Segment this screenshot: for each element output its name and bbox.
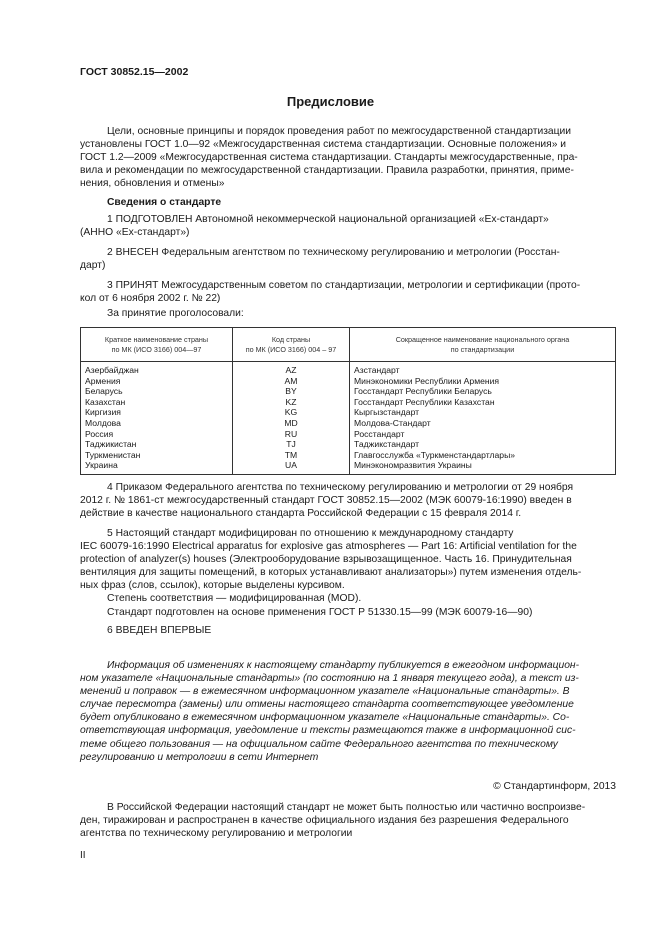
text-line: 6 ВВЕДЕН ВПЕРВЫЕ (107, 625, 212, 636)
text-line: вентиляция для защиты помещений, в которых устанавливают анализаторы») путем изменения отдель- (80, 567, 582, 579)
code-cell: UA (233, 460, 350, 474)
table-row (81, 439, 616, 450)
page-title: Предисловие (286, 94, 375, 109)
table-row (81, 362, 616, 376)
code-cell: KG (233, 407, 350, 418)
country-cell: Таджикистан (81, 439, 233, 450)
national-body-cell: Минэкономики Республики Армения (350, 376, 616, 387)
item-1-paragraph (80, 213, 616, 239)
standard-header: ГОСТ 30852.15—2002 (80, 66, 189, 78)
text-line: IEC 60079-16:1990 Electrical apparatus for explosive gas atmospheres — Part 16: Artificial ventilation for the (80, 541, 577, 553)
country-cell: Армения (81, 376, 233, 387)
item-2-paragraph (80, 246, 616, 272)
text-line: (АННО «Ех-стандарт») (80, 227, 190, 239)
text-line: кол от 6 ноября 2002 г. № 22) (80, 293, 221, 305)
column-header-country: Краткое наименование страны по МК (ИСО 3166) 004—97 (81, 328, 233, 362)
text-line: ном указателе «Национальные стандарты» (по состоянию на 1 января текущего года), а текст из- (80, 673, 579, 685)
table-row (81, 428, 616, 439)
text-line: 1 ПОДГОТОВЛЕН Автономной некоммерческой национальной организацией «Ех-стандарт» (107, 214, 549, 225)
text-line: В Российской Федерации настоящий стандарт не может быть полностью или частично воспроизве- (107, 802, 586, 813)
code-cell: MD (233, 418, 350, 429)
text-line: ГОСТ 1.2—2009 «Межгосударственная система стандартизации. Стандарты межгосударственные, пра- (80, 152, 578, 164)
national-body-cell: Минэкономразвития Украины (350, 460, 616, 474)
code-cell: BY (233, 386, 350, 397)
text-line: Информация об изменениях к настоящему стандарту публикуется в ежегодном информацион- (107, 660, 580, 671)
column-header-national-body: Сокращенное наименование национального органа по стандартизации (350, 328, 616, 362)
code-cell: RU (233, 428, 350, 439)
rights-paragraph (80, 801, 616, 840)
code-cell: KZ (233, 397, 350, 408)
text-line: ных фраз (слов, ссылок), которые выделены курсивом. (80, 580, 345, 592)
text-line: 3 ПРИНЯТ Межгосударственным советом по стандартизации, метрологии и сертификации (прото- (107, 280, 581, 291)
text-line: установлены ГОСТ 1.0—92 «Межгосударственная система стандартизации. Основные положения» и (80, 139, 567, 151)
column-header-code: Код страны по МК (ИСО 3166) 004 – 97 (233, 328, 350, 362)
text-line: вила и рекомендации по межгосударственной стандартизации. Правила разработки, принятия, приме- (80, 165, 574, 177)
country-cell: Казахстан (81, 397, 233, 408)
country-cell: Беларусь (81, 386, 233, 397)
national-body-cell: Азстандарт (350, 362, 616, 376)
text-line: менений и поправок — в ежемесячном информационном указателе «Национальные стандарты». В (80, 686, 570, 698)
item-4-paragraph (80, 481, 616, 520)
national-body-cell: Госстандарт Республики Казахстан (350, 397, 616, 408)
text-line: действие в качестве национального стандарта Российской Федерации с 15 февраля 2014 г. (80, 508, 522, 520)
item-3-paragraph (80, 279, 616, 305)
code-cell: TJ (233, 439, 350, 450)
item-5-paragraph (80, 527, 616, 619)
national-body-cell: Кыргызстандарт (350, 407, 616, 418)
country-cell: Киргизия (81, 407, 233, 418)
national-body-cell: Главгосслужба «Туркменстандартлары» (350, 450, 616, 461)
basis-line: Стандарт подготовлен на основе применения ГОСТ Р 51330.15—99 (МЭК 60079-16—90) (107, 606, 533, 618)
table-row (81, 460, 616, 474)
text-line: 2 ВНЕСЕН Федеральным агентством по техническому регулированию и метрологии (Росстан- (107, 247, 560, 258)
text-line: ден, тиражирован и распространен в качестве официального издания без разрешения Федерального (80, 815, 569, 827)
code-cell: TM (233, 450, 350, 461)
table-row (81, 407, 616, 418)
text-line: агентства по техническому регулированию и метрологии (80, 828, 353, 840)
text-line: За принятие проголосовали: (107, 308, 244, 319)
table-row (81, 376, 616, 387)
section-subheading: Сведения о стандарте (107, 197, 222, 208)
text-line: случае пересмотра (замены) или отмены настоящего стандарта соответствующее уведомление (80, 699, 574, 711)
text-line: 4 Приказом Федерального агентства по техническому регулированию и метрологии от 29 ноября (107, 482, 574, 493)
text-line: Цели, основные принципы и порядок проведения работ по межгосударственной стандартизации (107, 126, 572, 137)
table-row (81, 386, 616, 397)
information-notice (80, 659, 616, 764)
voted-line (80, 307, 616, 320)
national-body-cell: Молдова-Стандарт (350, 418, 616, 429)
table-header-row (81, 328, 616, 362)
country-cell: Туркменистан (81, 450, 233, 461)
country-cell: Россия (81, 428, 233, 439)
text-line: 5 Настоящий стандарт модифицирован по отношению к международному стандарту (107, 528, 514, 539)
intro-paragraph (80, 125, 616, 190)
voting-countries-table (80, 327, 616, 475)
table-row (81, 418, 616, 429)
text-line: нения, обновления и отмены» (80, 178, 225, 190)
page-number: II (80, 850, 86, 861)
copyright-line: © Стандартинформ, 2013 (493, 781, 616, 792)
text-line: ответствующая информация, уведомление и тексты размещаются также в информационной сис- (80, 725, 576, 737)
code-cell: AZ (233, 362, 350, 376)
item-6-paragraph (80, 624, 616, 637)
degree-line: Степень соответствия — модифицированная (MOD). (107, 593, 362, 605)
country-cell: Азербайджан (81, 362, 233, 376)
text-line: будет опубликовано в ежемесячном информационном указателе «Национальные стандарты». Со- (80, 712, 570, 724)
national-body-cell: Росстандарт (350, 428, 616, 439)
text-line: 2012 г. № 1861-ст межгосударственный стандарт ГОСТ 30852.15—2002 (МЭК 60079-16:1990) введен в (80, 495, 572, 507)
national-body-cell: Таджикстандарт (350, 439, 616, 450)
text-line: регулированию и метрологии в сети Интернет (80, 751, 319, 763)
country-cell: Молдова (81, 418, 233, 429)
code-cell: AM (233, 376, 350, 387)
text-line: теме общего пользования — на официальном сайте Федерального агентства по техническому (80, 738, 558, 750)
text-line: protection of analyzer(s) houses (Электрооборудование взрывозащищенное. Часть 16. Принудительная (80, 554, 572, 566)
country-cell: Украина (81, 460, 233, 474)
table-row (81, 397, 616, 408)
national-body-cell: Госстандарт Республики Беларусь (350, 386, 616, 397)
table-row (81, 450, 616, 461)
text-line: дарт) (80, 260, 106, 272)
